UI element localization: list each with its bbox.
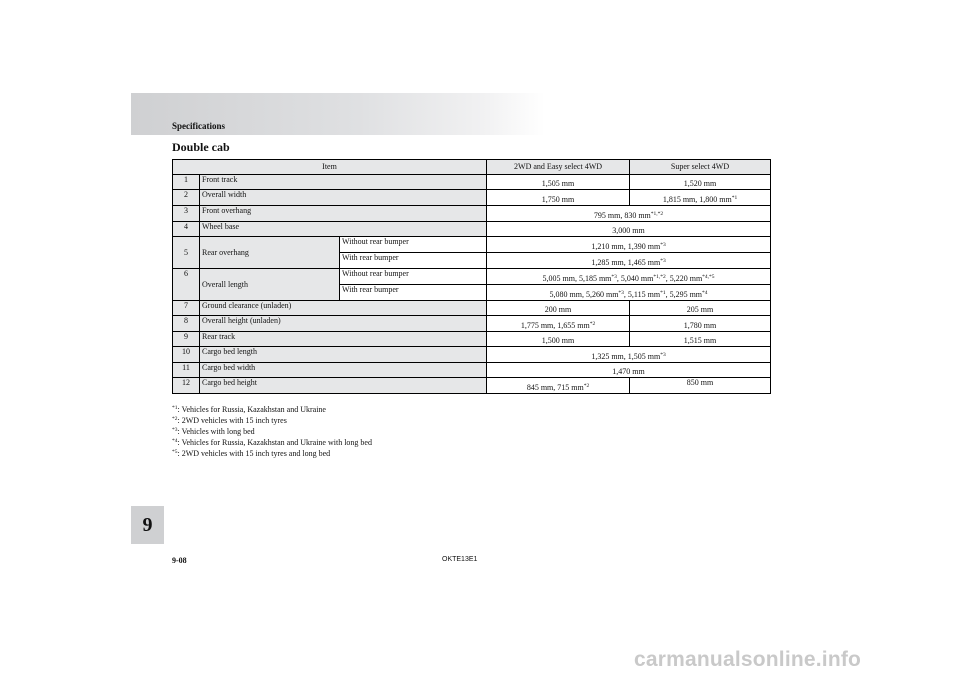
- footnote-mark: *5: [172, 449, 178, 455]
- table-row: [173, 222, 771, 237]
- table-row: [173, 316, 771, 332]
- row-number: 2: [173, 190, 200, 206]
- row-item: Cargo bed width: [200, 363, 487, 378]
- footnotes: [172, 404, 372, 459]
- footnote: $^{*5}$: 2WD vehicles with 15 inch tyres and long bed: [172, 449, 331, 458]
- row-item: Front track: [200, 175, 487, 190]
- value-all: 5,080 mm, 5,260 $mm^{*3}$, 5,115 $mm^{*1}$, 5,295 $mm^{*4}$: [487, 285, 771, 301]
- table-row: [173, 301, 771, 316]
- sub-item: With rear bumper: [340, 253, 487, 269]
- row-number: 6: [173, 269, 200, 301]
- footnote-mark: *1: [172, 405, 178, 411]
- footnote-ref: *3: [660, 352, 666, 358]
- row-item: Overall height (unladen): [200, 316, 487, 332]
- table-row: [173, 206, 771, 222]
- value-all: 1,285 mm, 1,465 $mm^{*3}$: [487, 253, 771, 269]
- page-number: 9-08: [172, 556, 187, 565]
- table-row: [173, 363, 771, 378]
- value-2wd: 1,750 mm: [487, 190, 630, 206]
- row-number: 5: [173, 237, 200, 269]
- header-super-select: Super select 4WD: [630, 160, 771, 175]
- table-row: [173, 332, 771, 347]
- footnote-ref: *3: [660, 258, 666, 264]
- row-number: 1: [173, 175, 200, 190]
- row-item: Overall length: [200, 269, 340, 301]
- value-super-select: 1,520 mm: [630, 175, 771, 190]
- table-row: [173, 269, 771, 285]
- table-row: [173, 190, 771, 206]
- watermark: carmanualsonline.info: [634, 648, 862, 671]
- value-super-select: 1,815 mm, 1,800 $mm^{*1}$: [630, 190, 771, 206]
- sub-item: With rear bumper: [340, 285, 487, 301]
- row-item: Rear overhang: [200, 237, 340, 269]
- header-2wd: 2WD and Easy select 4WD: [487, 160, 630, 175]
- row-item: Cargo bed height: [200, 378, 487, 394]
- row-number: 11: [173, 363, 200, 378]
- footnote-ref: *3: [660, 242, 666, 248]
- page-heading: Double cab: [172, 140, 230, 154]
- footnote: $^{*1}$: Vehicles for Russia, Kazakhstan and Ukraine: [172, 405, 326, 414]
- footnote-ref: *2: [589, 321, 596, 327]
- row-item: Overall width: [200, 190, 487, 206]
- footnote-ref: *1,*2: [653, 274, 666, 280]
- footnote-ref: *1,*2: [650, 211, 664, 217]
- value-2wd: 1,505 mm: [487, 175, 630, 190]
- value-2wd: 1,775 mm, 1,655 $mm^{*2}$: [487, 316, 630, 332]
- chapter-tab: 9: [131, 506, 164, 544]
- value-super-select: 1,515 mm: [630, 332, 771, 347]
- row-number: 4: [173, 222, 200, 237]
- value-all: 1,210 mm, 1,390 $mm^{*3}$: [487, 237, 771, 253]
- value-2wd: 200 mm: [487, 301, 630, 316]
- table-header-row: [173, 160, 771, 175]
- value-all: 5,005 mm, 5,185 $mm^{*3}$, 5,040 $mm^{*1,*2}$, 5,220 $mm^{*4,*5}$: [487, 269, 771, 285]
- table-row: [173, 175, 771, 190]
- row-item: Cargo bed length: [200, 347, 487, 363]
- footnote-ref: *1: [731, 195, 738, 201]
- row-number: 10: [173, 347, 200, 363]
- footnote-ref: *3: [611, 274, 617, 280]
- row-item: Rear track: [200, 332, 487, 347]
- section-title: Specifications: [172, 121, 225, 131]
- footnote: $^{*4}$: Vehicles for Russia, Kazakhstan and Ukraine with long bed: [172, 438, 372, 447]
- footnote-ref: *3: [618, 290, 624, 296]
- table-row: [173, 378, 771, 394]
- value-2wd: 1,500 mm: [487, 332, 630, 347]
- footnote-mark: *2: [172, 416, 178, 422]
- row-number: 3: [173, 206, 200, 222]
- row-item: Front overhang: [200, 206, 487, 222]
- value-super-select: 205 mm: [630, 301, 771, 316]
- value-all: 795 mm, 830 $mm^{*1,*2}$: [487, 206, 771, 222]
- footnote-ref: *2: [583, 383, 590, 389]
- value-super-select: 850 mm: [630, 378, 771, 394]
- value-super-select: 1,780 mm: [630, 316, 771, 332]
- value-all: 3,000 mm: [487, 222, 771, 237]
- value-all: 1,325 mm, 1,505 $mm^{*3}$: [487, 347, 771, 363]
- document-code: OKTE13E1: [442, 556, 478, 563]
- footnote: $^{*2}$: 2WD vehicles with 15 inch tyres: [172, 416, 287, 425]
- footnote-ref: *1: [660, 290, 666, 296]
- row-number: 9: [173, 332, 200, 347]
- value-all: 1,470 mm: [487, 363, 771, 378]
- header-item: Item: [173, 160, 487, 175]
- footnote-mark: *4: [172, 438, 178, 444]
- row-number: 7: [173, 301, 200, 316]
- sub-item: Without rear bumper: [340, 237, 487, 253]
- row-number: 12: [173, 378, 200, 394]
- footnote-mark: *3: [172, 427, 178, 433]
- footnote: $^{*3}$: Vehicles with long bed: [172, 427, 255, 436]
- table-row: [173, 347, 771, 363]
- dimensions-table: [172, 159, 771, 394]
- value-2wd: 845 mm, 715 $mm^{*2}$: [487, 378, 630, 394]
- table-row: [173, 237, 771, 253]
- footnote-ref: *4: [702, 290, 708, 296]
- footnote-ref: *4,*5: [702, 274, 715, 280]
- row-item: Ground clearance (unladen): [200, 301, 487, 316]
- row-number: 8: [173, 316, 200, 332]
- row-item: Wheel base: [200, 222, 487, 237]
- sub-item: Without rear bumper: [340, 269, 487, 285]
